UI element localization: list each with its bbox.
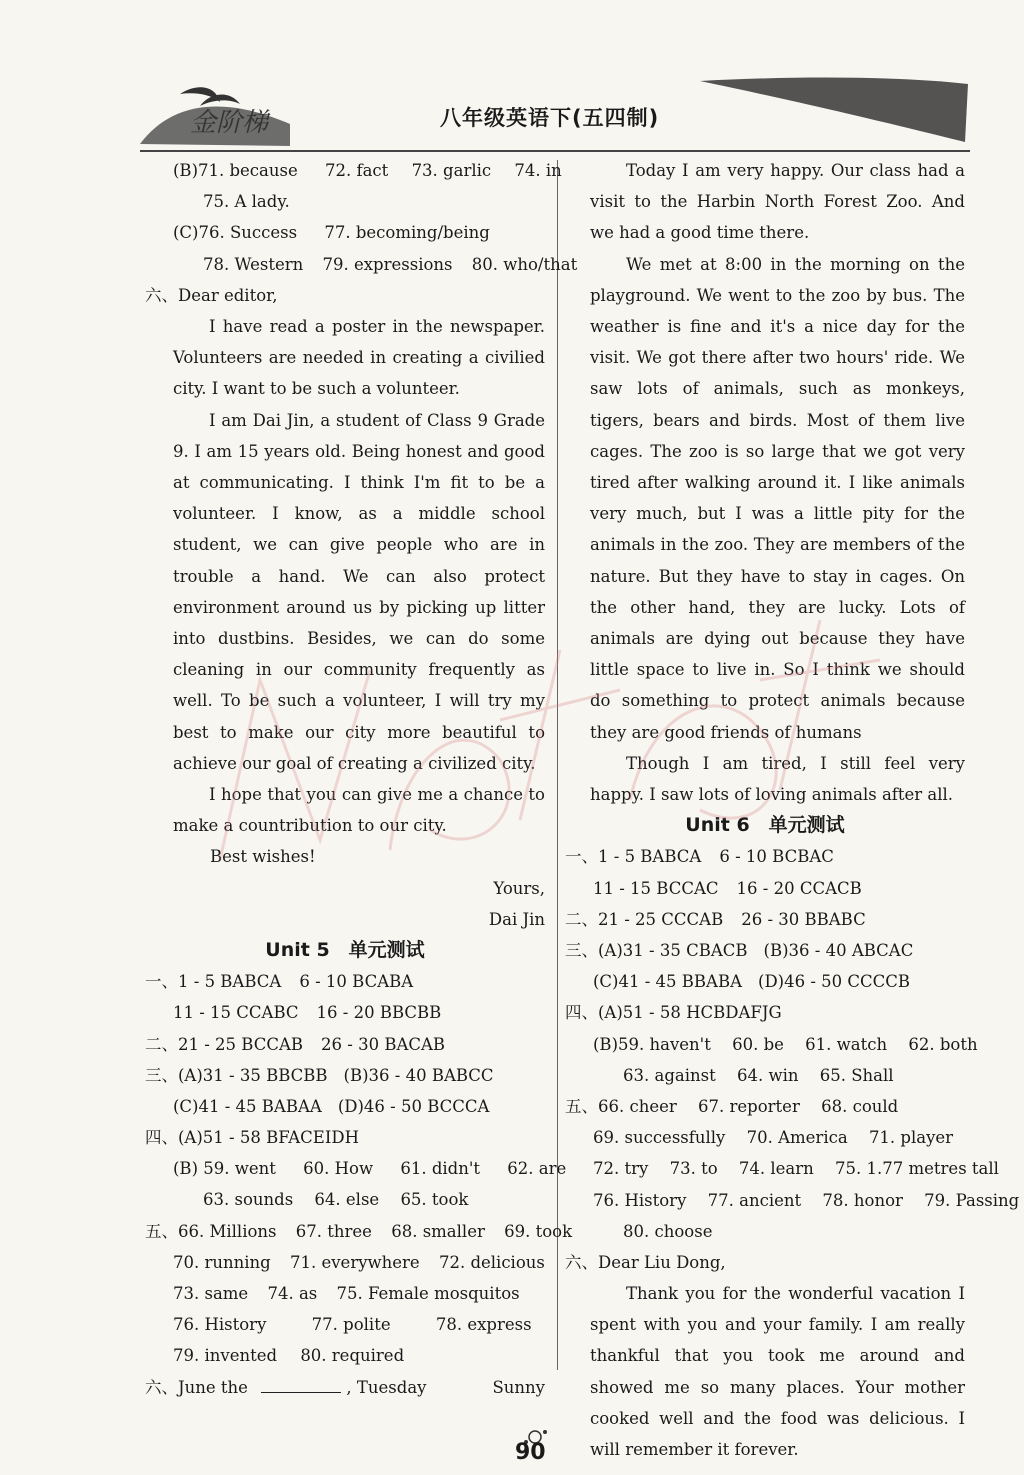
answer-row: 72. try 73. to 74. learn 75. 1.77 metres tall [593,1159,999,1179]
letter-body [565,1278,965,1465]
unit6-heading: Unit 6 单元测试 [685,814,845,837]
diary-paragraph: We met at 8:00 in the morning on the playground. We went to the zoo by bus. The weather is fine and it's a nice day for the visit. We got there after two hours' ride. We saw lots of animals, such as monkeys, tigers, bears and birds. Most of them live cages. The zoo is so large that we got very tired after walking around it. I like animals very much, but I was a little pity for the animals in the zoo. They are members of the nature. But they have to stay in cages. On the other hand, they are lucky. Lots of animals are dying out because they have little space to live in. So I think we should do something to protect animals because they are good friends of humans [590,254,965,742]
letter-paragraph: I have read a poster in the newspaper. Volunteers are needed in creating a civilied city. I want to be such a volunteer. [173,316,545,399]
unit5-heading: Unit 5 单元测试 [265,938,425,961]
header-rule [140,150,970,152]
letter-paragraph: I hope that you can give me a chance to make a countribution to our city. [173,784,545,836]
answer-row: 76. History 77. polite 78. express [173,1315,532,1335]
answer-row: 78. Western 79. expressions 80. who/that [203,254,578,274]
answer-row: 79. invented 80. required [173,1346,405,1366]
answer-row: 三、(A)31 - 35 CBACB (B)36 - 40 ABCAC [565,941,914,961]
letter-yours: Yours, [493,878,545,898]
answer-row: (C)76. Success 77. becoming/being [173,223,490,243]
left-column [145,155,578,1403]
answer-row: 六、June the , Tuesday Sunny [145,1372,545,1403]
right-column [565,155,1020,1465]
answer-row: 70. running 71. everywhere 72. delicious [173,1252,545,1272]
page-number: 90 [515,1440,546,1465]
answer-row: (C)41 - 45 BBABA (D)46 - 50 CCCCB [593,972,911,992]
answer-row: 75. A lady. [203,192,290,212]
answer-row: (C)41 - 45 BABAA (D)46 - 50 BCCCA [173,1096,490,1116]
answer-row: 四、(A)51 - 58 HCBDAFJG [565,1003,782,1023]
letter-paragraph: I am Dai Jin, a student of Class 9 Grade 9. I am 15 years old. Being honest and good at communicating. I think I'm fit to be a volunteer. I know, as a middle school student, we can give people who are in trouble a hand. We can also protect environment around us by picking up litter into dustbins. Besides, we can do some cleaning in our community frequently as well. To be such a volunteer, I will try my best to make our city more beautiful to achieve our goal of creating a civilized city. [173,410,545,773]
page-header [0,70,1024,150]
answer-row: 11 - 15 BCCAC 16 - 20 CCACB [593,878,862,898]
letter-signature: Dai Jin [488,909,545,929]
answer-row: 69. successfully 70. America 71. player [593,1128,954,1148]
answer-row: 五、66. cheer 67. reporter 68. could [565,1096,899,1116]
answer-row: 五、66. Millions 67. three 68. smaller 69. took [145,1221,573,1241]
letter-closing: Best wishes! [210,847,316,867]
answer-row: 一、1 - 5 BABCA 6 - 10 BCABA [145,972,414,992]
letter-salutation: 六、Dear Liu Dong, [565,1252,726,1272]
diary-paragraph: Though I am tired, I still feel very happy. I saw lots of loving animals after all. [590,753,965,805]
answer-row: 三、(A)31 - 35 BBCBB (B)36 - 40 BABCC [145,1065,494,1085]
letter-body [145,311,545,841]
answer-row: 63. sounds 64. else 65. took [203,1190,469,1210]
answer-row: 二、21 - 25 CCCAB 26 - 30 BBABC [565,909,866,929]
diary-paragraph: Today I am very happy. Our class had a visit to the Harbin North Forest Zoo. And we had a good time there. [590,161,965,243]
answer-row: (B) 59. went 60. How 61. didn't 62. are [173,1159,567,1179]
answer-row: (B)59. haven't 60. be 61. watch 62. both [593,1034,978,1054]
answer-row: 80. choose [623,1221,713,1241]
answer-row: 四、(A)51 - 58 BFACEIDH [145,1128,359,1148]
brand-logo-text: 金阶梯 [190,108,269,138]
answer-row: 11 - 15 CCABC 16 - 20 BBCBB [173,1003,442,1023]
answer-row: 73. same 74. as 75. Female mosquitos [173,1284,520,1304]
column-divider [557,160,558,1370]
answer-row: 76. History 77. ancient 78. honor 79. Passing [593,1190,1020,1210]
date-blank [261,1374,341,1393]
answer-row: (B)71. because 72. fact 73. garlic 74. in [173,161,562,180]
answer-row: 一、1 - 5 BABCA 6 - 10 BCBAC [565,847,834,867]
page-header-title: 八年级英语下(五四制) [440,106,660,130]
letter-paragraph: Thank you for the wonderful vacation I spent with you and your family. I am really thankful that you took me around and showed me so many places. Your mother cooked well and the food was delicious. I will remember it forever. [590,1284,965,1460]
answer-row: 二、21 - 25 BCCAB 26 - 30 BACAB [145,1034,446,1054]
answer-row: 63. against 64. win 65. Shall [623,1065,894,1085]
diary-body [565,155,965,810]
letter-salutation: 六、Dear editor, [145,285,278,305]
brush-stroke-decoration [700,76,970,146]
